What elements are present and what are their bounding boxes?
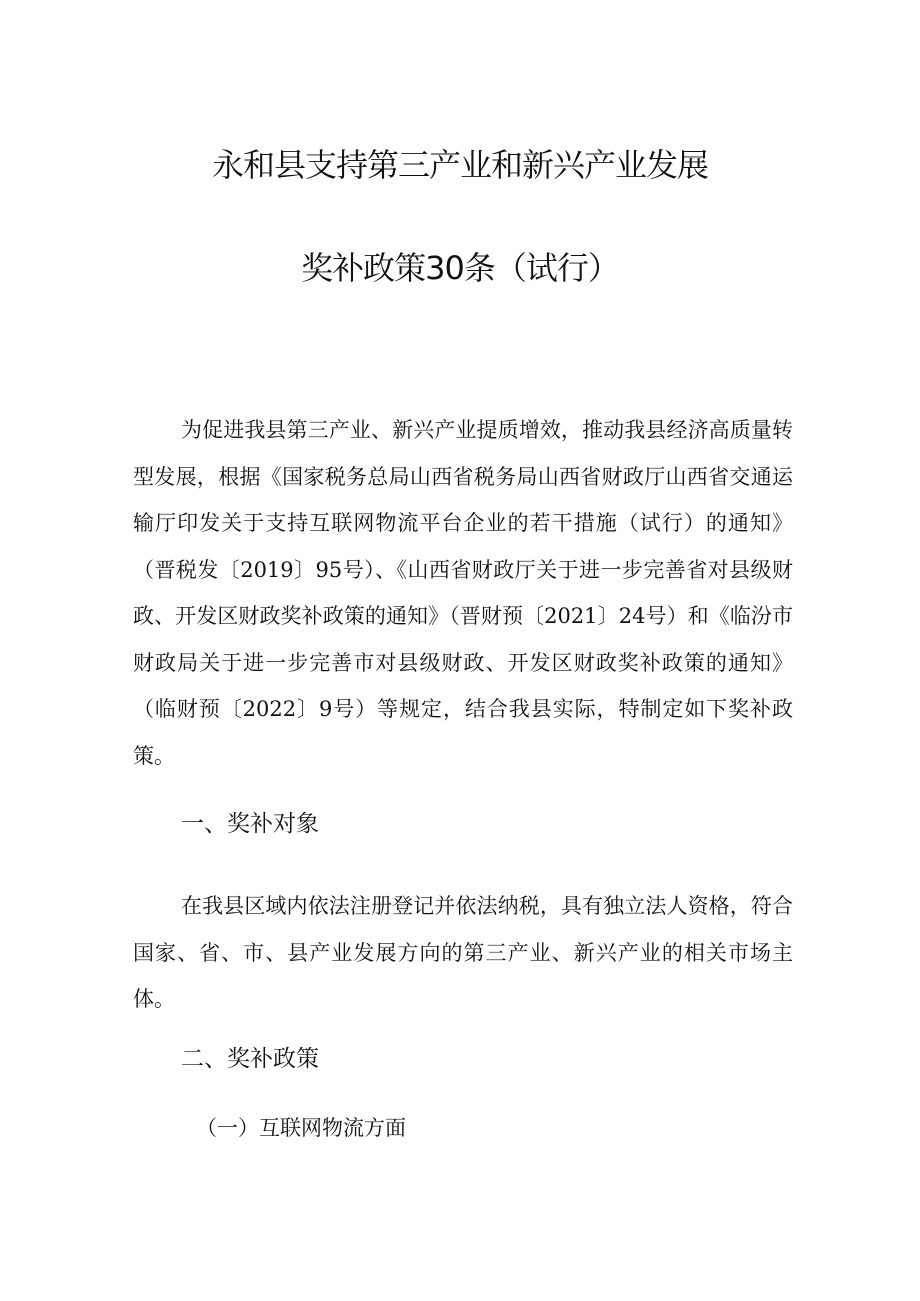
section-heading-subsidy-policy: 二、奖补政策 [181,1046,319,1072]
subheading-internet-logistics: （一）互联网物流方面 [196,1116,406,1140]
document-title-line-2: 奖补政策30条（试行） [301,249,619,287]
subsidy-target-paragraph: 在我县区域内依法注册登记并依法纳税，具有独立法人资格，符合国家、省、市、县产业发展方向的第三产业、新兴产业的相关市场主体。 [133,894,793,1011]
document-title-line-1: 永和县支持第三产业和新兴产业发展 [211,146,708,184]
intro-paragraph: 为促进我县第三产业、新兴产业提质增效，推动我县经济高质量转型发展，根据《国家税务总局山西省税务局山西省财政厅山西省交通运输厅印发关于支持互联网物流平台企业的若干措施（试行）的通知》（晋税发〔2019〕95号）、《山西省财政厅关于进一步完善省对县级财政、开发区财政奖补政策的通知》（晋财预〔2021〕24号）和《临汾市财政局关于进一步完善市对县级财政、开发区财政奖补政策的通知》（临财预〔2022〕9号）等规定，结合我县实际，特制定如下奖补政策。 [133,418,793,768]
section-heading-subsidy-target: 一、奖补对象 [181,811,319,837]
